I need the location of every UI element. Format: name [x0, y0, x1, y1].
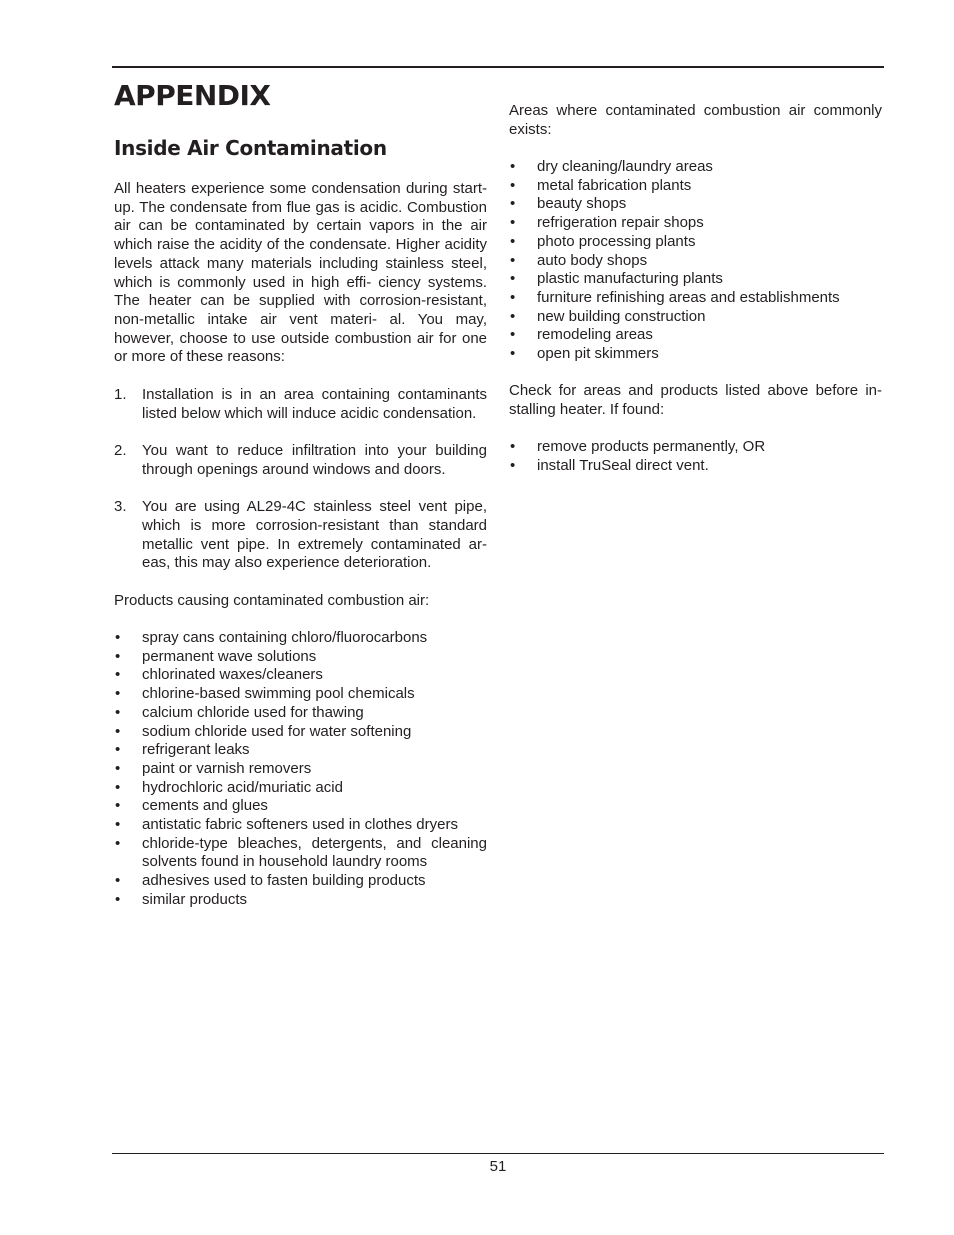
list-item	[114, 741, 487, 760]
check-paragraph: Check for areas and products listed above before in- stalling heater. If found:	[509, 382, 882, 418]
list-item	[114, 872, 487, 891]
list-item-text: paint or varnish removers	[142, 759, 312, 777]
list-item-text: spray cans containing chloro/fluorocarbons	[142, 629, 428, 646]
list-item	[114, 629, 487, 648]
areas-list	[509, 158, 882, 364]
list-item-text: remodeling areas	[537, 326, 653, 344]
bullet-mark: •	[115, 778, 121, 796]
list-item	[509, 308, 882, 327]
bullet-mark: •	[510, 158, 516, 175]
list-item	[509, 233, 882, 252]
list-item	[509, 326, 882, 345]
list-number: 1.	[114, 386, 127, 403]
bullet-mark: •	[115, 703, 121, 721]
list-item	[509, 270, 882, 289]
list-item-text: plastic manufacturing plants	[537, 270, 723, 288]
top-rule	[112, 66, 884, 68]
list-item	[509, 438, 882, 457]
bullet-mark: •	[510, 214, 516, 232]
list-item	[509, 457, 882, 476]
list-item-text: similar products	[142, 890, 248, 908]
list-item	[114, 816, 487, 835]
list-item-text: furniture refinishing areas and establishments	[537, 288, 840, 306]
bullet-mark: •	[510, 251, 516, 269]
intro-paragraph: All heaters experience some condensation during start-up. The condensate from flue gas is acidic. Combustion air can be contaminated by certain vapors in the air which raise the acidity of the condensate. Higher acidity levels attack many materials including stainless steel, which is commonly used in high effi- ciency systems. The heater can be supplied with corrosion-resistant, non-metallic intake air vent materi- al. You may, however, choose to use outside combustion air for one or more of these reasons:	[114, 180, 487, 366]
list-item-text: photo processing plants	[537, 232, 696, 250]
list-item	[114, 891, 487, 910]
list-item	[509, 345, 882, 364]
bullet-mark: •	[510, 176, 516, 194]
list-item-text: remove products permanently, OR	[537, 438, 766, 455]
list-item-text: chloride-type bleaches, detergents, and cleaning solvents found in household laundry rooms	[142, 834, 487, 871]
bullet-mark: •	[115, 759, 121, 777]
bullet-mark: •	[115, 722, 121, 740]
list-item-text: You want to reduce infiltration into your building through openings around windows and doors.	[142, 442, 487, 478]
bullet-mark: •	[115, 834, 121, 852]
list-item-text: auto body shops	[537, 251, 648, 269]
list-item-text: refrigerant leaks	[142, 741, 250, 759]
list-number: 2.	[114, 442, 127, 460]
bullet-mark: •	[510, 326, 516, 344]
bullet-mark: •	[115, 872, 121, 890]
list-item-text: dry cleaning/laundry areas	[537, 158, 713, 175]
bullet-mark: •	[510, 270, 516, 288]
list-item-text: sodium chloride used for water softening	[142, 722, 412, 740]
list-item-text: calcium chloride used for thawing	[142, 703, 364, 721]
list-item	[114, 835, 487, 872]
list-item	[114, 685, 487, 704]
list-item-text: You are using AL29-4C stainless steel vent pipe, which is more corrosion-resistant than standard metallic vent pipe. In extremely contaminated ar- eas, this may also experience deterioration.	[142, 498, 487, 572]
list-item	[114, 760, 487, 779]
list-item-text: metal fabrication plants	[537, 176, 692, 194]
bullet-mark: •	[510, 288, 516, 306]
list-item	[114, 797, 487, 816]
list-item-text: hydrochloric acid/muriatic acid	[142, 778, 343, 796]
list-item-text: adhesives used to fasten building products	[142, 872, 426, 890]
list-item-text: antistatic fabric softeners used in clothes dryers	[142, 816, 458, 834]
list-item	[509, 252, 882, 271]
areas-intro: Areas where contaminated combustion air commonly exists:	[509, 102, 882, 138]
list-item	[509, 195, 882, 214]
bullet-mark: •	[115, 816, 121, 834]
bullet-mark: •	[510, 456, 516, 474]
list-item-text: install TruSeal direct vent.	[537, 456, 709, 474]
bullet-mark: •	[510, 345, 516, 363]
bullet-mark: •	[115, 741, 121, 759]
list-item-text: permanent wave solutions	[142, 647, 317, 665]
list-item-text: open pit skimmers	[537, 345, 659, 363]
list-item-text: Installation is in an area containing contaminants listed below which will induce acidic condensation.	[142, 386, 487, 422]
bullet-mark: •	[115, 890, 121, 908]
bullet-mark: •	[115, 685, 121, 703]
list-item	[509, 289, 882, 308]
bullet-mark: •	[115, 629, 121, 646]
list-item-text: chlorine-based swimming pool chemicals	[142, 685, 415, 703]
list-item	[114, 442, 487, 479]
page-number: 51	[489, 1158, 507, 1175]
reasons-list	[114, 386, 487, 592]
actions-list	[509, 438, 882, 475]
bullet-mark: •	[115, 666, 121, 684]
bullet-mark: •	[510, 232, 516, 250]
list-item-text: refrigeration repair shops	[537, 214, 704, 232]
list-item	[509, 214, 882, 233]
list-item	[114, 723, 487, 742]
bullet-mark: •	[510, 438, 516, 455]
list-item	[509, 158, 882, 177]
products-list	[114, 629, 487, 910]
bullet-mark: •	[510, 195, 516, 213]
list-item	[509, 177, 882, 196]
list-number: 3.	[114, 498, 127, 516]
list-item	[114, 386, 487, 423]
list-item	[114, 704, 487, 723]
bullet-mark: •	[115, 797, 121, 815]
list-item-text: new building construction	[537, 307, 706, 325]
list-item-text: cements and glues	[142, 797, 268, 815]
list-item	[114, 779, 487, 798]
list-item-text: chlorinated waxes/cleaners	[142, 666, 323, 684]
bottom-rule	[112, 1153, 884, 1154]
list-item-text: beauty shops	[537, 195, 627, 213]
products-intro: Products causing contaminated combustion air:	[114, 592, 430, 609]
list-item	[114, 666, 487, 685]
list-item	[114, 498, 487, 573]
list-item	[114, 648, 487, 667]
page-title: APPENDIX	[114, 79, 271, 112]
bullet-mark: •	[115, 647, 121, 665]
section-heading: Inside Air Contamination	[114, 136, 387, 160]
bullet-mark: •	[510, 307, 516, 325]
